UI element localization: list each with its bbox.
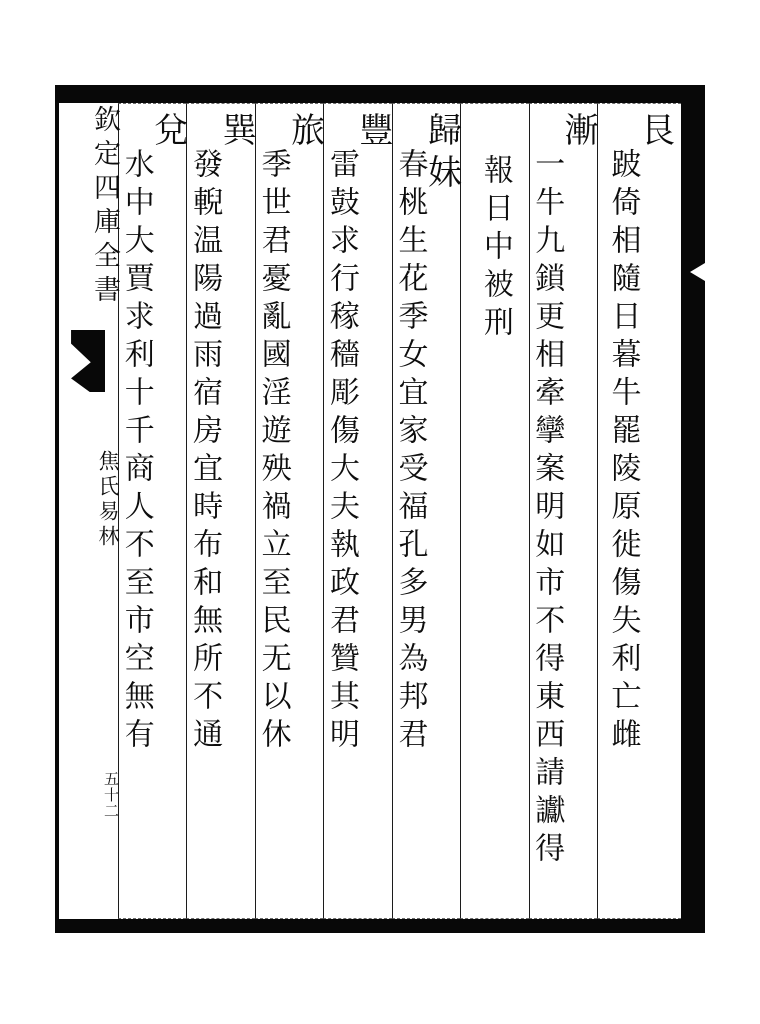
left-margin-strip	[59, 103, 121, 919]
hexagram-name: 艮	[634, 112, 675, 154]
text-column-lv	[255, 103, 323, 919]
verse-text: 跛倚相隨日暮牛罷陵原徙傷失利亡雌	[605, 148, 641, 756]
hexagram-name: 豐	[353, 112, 394, 154]
verse-text: 報日中被刑	[477, 154, 513, 344]
verse-text: 春桃生花季女宜家受福孔多男為邦君	[392, 148, 428, 756]
page-number: 五十二	[102, 771, 121, 819]
text-column-gen	[597, 103, 681, 919]
verse-text: 發輗温陽過雨宿房宜時布和無所不通	[187, 148, 223, 756]
text-area	[59, 103, 681, 919]
text-column-jian	[529, 103, 597, 919]
hexagram-name: 漸	[558, 112, 599, 154]
hexagram-name: 兌	[147, 112, 188, 154]
verse-text: 季世君憂亂國淫遊殃禍立至民无以休	[255, 148, 291, 756]
book-title: 焦氏易林	[96, 450, 121, 550]
hexagram-name: 巽	[216, 112, 257, 154]
hexagram-name: 歸妹	[421, 112, 462, 196]
text-column-feng	[323, 103, 394, 919]
page-frame	[55, 85, 705, 933]
text-column-dui	[118, 103, 186, 919]
collection-title: 欽定四庫全書	[89, 105, 121, 309]
text-column-guimei	[392, 103, 460, 919]
verse-text: 雷鼓求行稼穡彫傷大夫執政君贊其明	[324, 148, 360, 756]
binding-notch-mark	[690, 263, 705, 281]
text-column-continuation	[460, 103, 528, 919]
fishtail-mark	[71, 330, 105, 392]
verse-text: 一牛九鎖更相牽攣案明如市不得東西請讞得	[529, 148, 565, 870]
hexagram-name: 旅	[284, 112, 325, 154]
verse-text: 水中大賈求利十千商人不至市空無有	[118, 148, 154, 756]
text-column-xun	[186, 103, 257, 919]
